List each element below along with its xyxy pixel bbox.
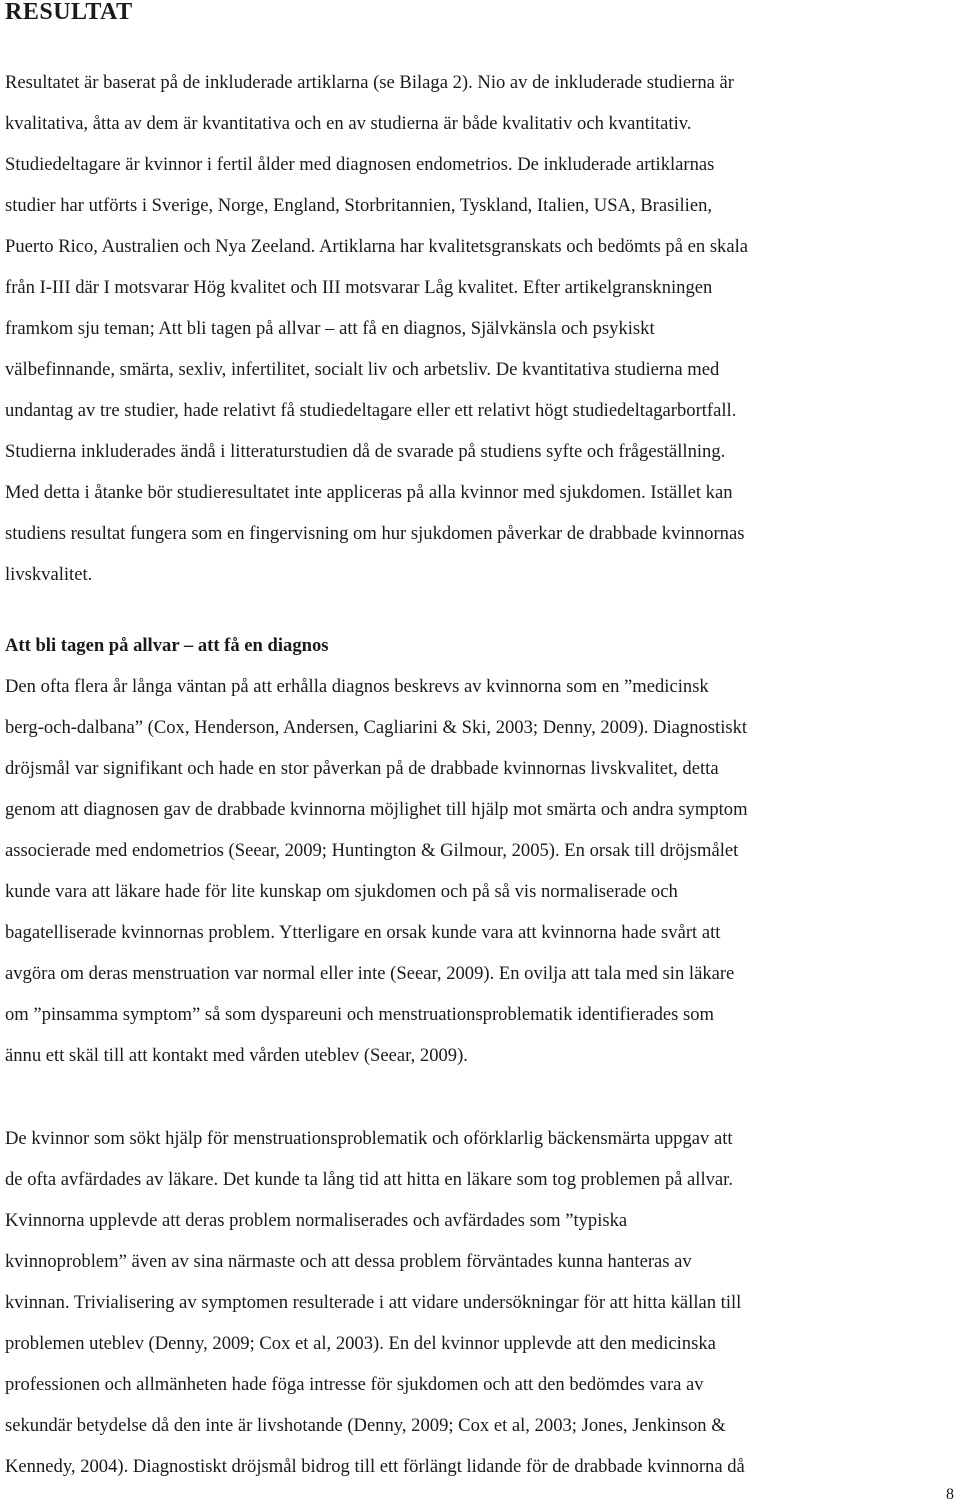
text-line: De kvinnor som sökt hjälp för menstruationsproblematik och oförklarlig bäckensmärta uppgav att: [5, 1128, 733, 1149]
text-line: Kvinnorna upplevde att deras problem normaliserades och avfärdades som ”typiska: [5, 1210, 628, 1231]
text-line: studiens resultat fungera som en fingervisning om hur sjukdomen påverkar de drabbade kvinnornas: [5, 523, 745, 544]
text-line: sekundär betydelse då den inte är livshotande (Denny, 2009; Cox et al, 2003; Jones, Jenkinson &: [5, 1415, 726, 1436]
page-title: RESULTAT: [5, 0, 133, 25]
text-line: Med detta i åtanke bör studieresultatet inte appliceras på alla kvinnor med sjukdomen. Istället kan: [5, 482, 733, 503]
section-paragraph-2: [5, 1118, 745, 1487]
section-heading: Att bli tagen på allvar – att få en diagnos: [5, 635, 329, 656]
text-line: livskvalitet.: [5, 564, 93, 585]
text-line: dröjsmål var signifikant och hade en stor påverkan på de drabbade kvinnornas livskvalitet, detta: [5, 758, 719, 779]
text-line: problemen uteblev (Denny, 2009; Cox et al, 2003). En del kvinnor upplevde att den medicinska: [5, 1333, 716, 1354]
page-number: 8: [946, 1486, 954, 1503]
text-line: Puerto Rico, Australien och Nya Zeeland. Artiklarna har kvalitetsgranskats och bedömts på en skala: [5, 236, 749, 257]
text-line: professionen och allmänheten hade föga intresse för sjukdomen och att den bedömdes vara av: [5, 1374, 704, 1395]
text-line: Kennedy, 2004). Diagnostiskt dröjsmål bidrog till ett förlängt lidande för de drabbade kvinnorna då: [5, 1456, 745, 1477]
text-line: avgöra om deras menstruation var normal eller inte (Seear, 2009). En ovilja att tala med sin läkare: [5, 963, 735, 984]
text-line: genom att diagnosen gav de drabbade kvinnorna möjlighet till hjälp mot smärta och andra symptom: [5, 799, 748, 820]
text-line: från I-III där I motsvarar Hög kvalitet och III motsvarar Låg kvalitet. Efter artikelgranskningen: [5, 277, 713, 298]
section-paragraph-1: [5, 666, 748, 1076]
text-line: framkom sju teman; Att bli tagen på allvar – att få en diagnos, Självkänsla och psykiskt: [5, 318, 655, 339]
text-line: om ”pinsamma symptom” så som dyspareuni och menstruationsproblematik identifierades som: [5, 1004, 715, 1025]
text-line: bagatelliserade kvinnornas problem. Ytterligare en orsak kunde vara att kvinnorna hade svårt att: [5, 922, 721, 943]
text-line: undantag av tre studier, hade relativt få studiedeltagare eller ett relativt högt studiedeltagarbortfall.: [5, 400, 737, 421]
text-line: de ofta avfärdades av läkare. Det kunde ta lång tid att hitta en läkare som tog problemen på allvar.: [5, 1169, 733, 1190]
text-line: ännu ett skäl till att kontakt med vården uteblev (Seear, 2009).: [5, 1045, 468, 1066]
text-line: associerade med endometrios (Seear, 2009; Huntington & Gilmour, 2005). En orsak till dröjsmålet: [5, 840, 739, 861]
text-line: berg-och-dalbana” (Cox, Henderson, Andersen, Cagliarini & Ski, 2003; Denny, 2009). Diagnostiskt: [5, 717, 748, 738]
text-line: studier har utförts i Sverige, Norge, England, Storbritannien, Tyskland, Italien, USA, Brasilien,: [5, 195, 713, 216]
text-line: kunde vara att läkare hade för lite kunskap om sjukdomen och på så vis normaliserade och: [5, 881, 678, 902]
text-line: kvalitativa, åtta av dem är kvantitativa och en av studierna är både kvalitativ och kvantitativ.: [5, 113, 692, 134]
text-line: Den ofta flera år långa väntan på att erhålla diagnos beskrevs av kvinnorna som en ”medicinsk: [5, 676, 709, 697]
text-line: Resultatet är baserat på de inkluderade artiklarna (se Bilaga 2). Nio av de inkluderade studierna är: [5, 72, 734, 93]
text-line: kvinnan. Trivialisering av symptomen resulterade i att vidare undersökningar för att hitta källan till: [5, 1292, 742, 1313]
document-page: [5, 0, 955, 1477]
text-line: välbefinnande, smärta, sexliv, infertilitet, socialt liv och arbetsliv. De kvantitativa studierna med: [5, 359, 720, 380]
intro-paragraph: [5, 62, 748, 595]
text-line: Studierna inkluderades ändå i litteraturstudien då de svarade på studiens syfte och frågeställning.: [5, 441, 726, 462]
text-line: Studiedeltagare är kvinnor i fertil ålder med diagnosen endometrios. De inkluderade artiklarnas: [5, 154, 715, 175]
text-line: kvinnoproblem” även av sina närmaste och att dessa problem förväntades kunna hanteras av: [5, 1251, 692, 1272]
